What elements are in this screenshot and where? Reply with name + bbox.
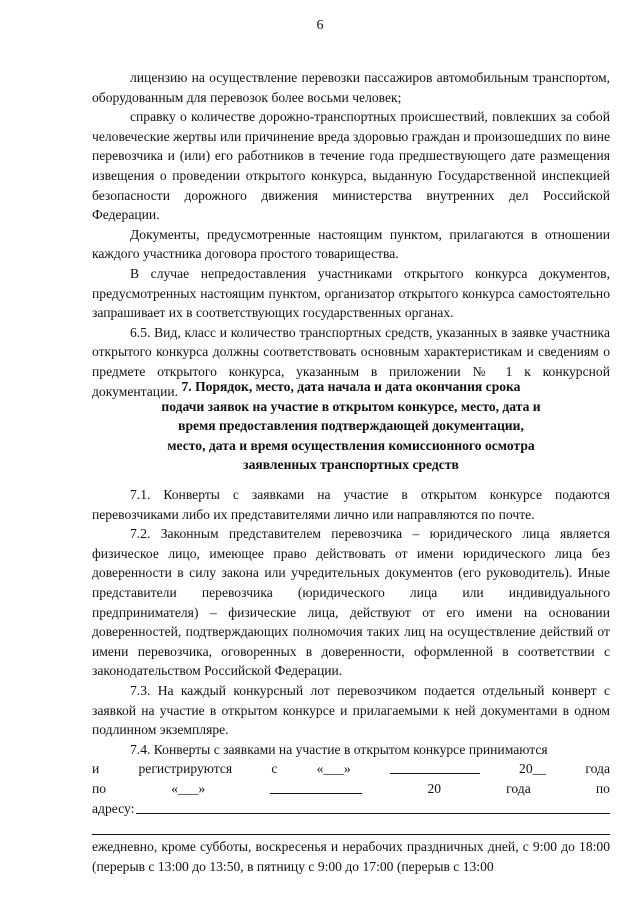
word-registered: регистрируются (138, 761, 233, 777)
date-fill-row-1 (92, 759, 610, 779)
word-until: по (92, 780, 107, 796)
section-7-heading (92, 377, 610, 475)
word-and: и (92, 761, 100, 777)
year-blank-start: 20__ (519, 761, 547, 777)
date-fill-row-2 (92, 779, 610, 799)
paragraph-accident-certificate: справку о количестве дорожно-транспортных происшествий, повлекших за собой человеческие жертвы или причинение вреда здоровью граждан и произошедших по вине перевозчика и (или) его работников в течение года предшествующего дате размещения извещения о проведении открытого конкурса, выданную Государственной инспекцией безопасности дорожного движения министерства внутренних дел Российской Федерации. (92, 109, 610, 223)
month-blank-end[interactable] (270, 779, 362, 794)
address-blank-line-2[interactable] (92, 822, 610, 835)
heading-line-5: заявленных транспортных средств (243, 457, 459, 473)
word-at: по (595, 780, 610, 796)
heading-line-1: 7. Порядок, место, дата начала и дата окончания срока (181, 379, 521, 394)
day-blank-end: «___» (171, 780, 206, 796)
body-text-top (92, 68, 610, 401)
paragraph-non-submission: В случае непредоставления участниками открытого конкурса документов, предусмотренных настоящим пунктом, организатор открытого конкурса самостоятельно запрашивает их в соответствующих государственных органах. (92, 265, 610, 321)
year-blank-end: 20 (427, 780, 442, 796)
heading-line-4: место, дата и время осуществления комиссионного осмотра (167, 437, 535, 453)
paragraph-working-hours: ежедневно, кроме субботы, воскресенья и нерабочих праздничных дней, с 9:00 до 18:00 (перерыв с 13:00 до 13:50, в пятницу с 9:00 до 17:00 (перерыв с 13:00 (92, 839, 610, 874)
day-blank-start: «___» (316, 761, 351, 777)
paragraph-6-5: 6.5. Вид, класс и количество транспортных средств, указанных в заявке участника открытого конкурса должны соответствовать основным характеристикам и сведениям о предмете открытого конкурса, указанным в приложении № 1 к конкурсной документации. (92, 324, 610, 399)
word-year-2: года (506, 780, 531, 796)
page-number: 6 (316, 18, 324, 33)
address-blank[interactable] (136, 799, 610, 814)
paragraph-7-2: 7.2. Законным представителем перевозчика – юридического лица является физическое лицо, имеющее право действовать от имени юридического лица без доверенности в силу закона или учредительных документов (его руководитель). Иные представители перевозчика (юридического лица или индивидуального предпринимателя) – физические лица, действуют от его имени на основании доверенностей, подтверждающих полномочия таких лиц на осуществление действий от имени перевозчика, оговоренных в доверенности, оформленной в соответствии с законодательством Российской Федерации. (92, 526, 610, 679)
heading-line-2: подачи заявок на участие в открытом конкурсе, место, дата и (161, 398, 541, 414)
heading-line-3: время предоставления подтверждающей документации, (178, 418, 524, 434)
body-text-section-7 (92, 485, 610, 876)
paragraph-7-4: 7.4. Конверты с заявками на участие в открытом конкурсе принимаются (130, 741, 548, 757)
address-label: адресу: (92, 800, 135, 816)
paragraph-7-3: 7.3. На каждый конкурсный лот перевозчиком подается отдельный конверт с заявкой на участие в открытом конкурсе и прилагаемыми к ней документами в одном подлинном экземпляре. (92, 682, 610, 738)
paragraph-7-1: 7.1. Конверты с заявками на участие в открытом конкурсе подаются перевозчиками либо их представителями лично или направляются по почте. (92, 487, 610, 522)
word-year: года (585, 761, 610, 777)
word-from: с (271, 761, 278, 777)
paragraph-documents-partnership: Документы, предусмотренные настоящим пунктом, прилагаются в отношении каждого участника договора простого товарищества. (92, 226, 610, 262)
paragraph-license: лицензию на осуществление перевозки пассажиров автомобильным транспортом, оборудованным для перевозок более восьми человек; (92, 70, 610, 105)
address-row (92, 799, 610, 819)
month-blank-start[interactable] (390, 759, 480, 774)
